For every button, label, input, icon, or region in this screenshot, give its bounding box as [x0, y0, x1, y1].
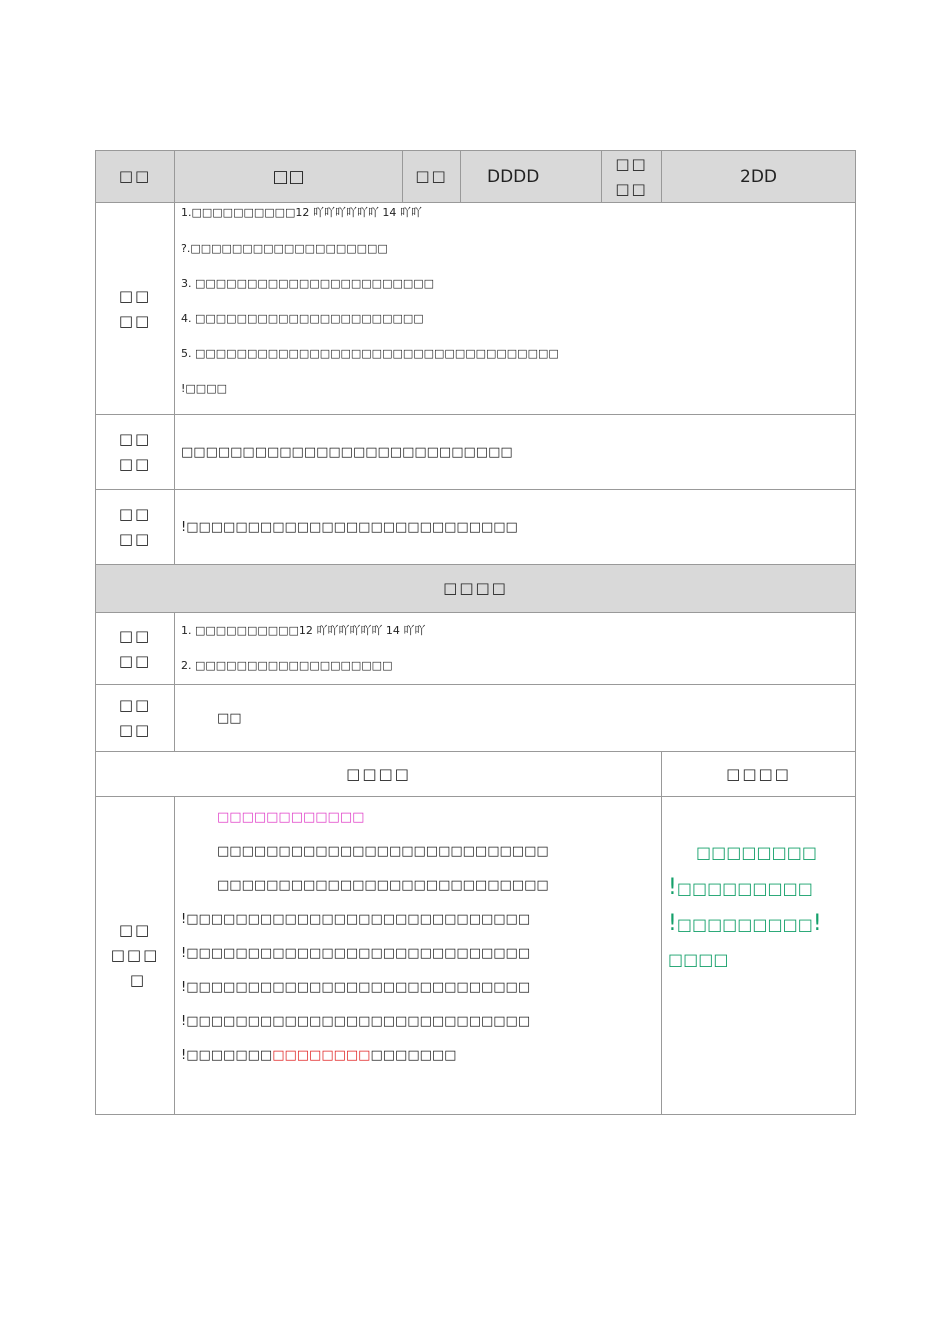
section1-item: !□□□□	[181, 382, 227, 395]
notes-line2	[668, 870, 849, 906]
section4-label-line1: □□	[118, 626, 152, 645]
section3-row	[96, 490, 856, 565]
process-label-line1: □□	[118, 921, 152, 939]
process-last-before: !□□□□□□□	[181, 1048, 273, 1063]
process-content	[175, 797, 662, 1115]
process-heading: □□□□□□□□□□□□	[217, 810, 365, 825]
header-value-b: DDDD	[461, 151, 602, 203]
notes-line3-text: □□□□□□□□□	[676, 915, 813, 934]
columns-row	[96, 752, 856, 797]
process-line: !□□□□□□□□□□□□□□□□□□□□□□□□□□□□	[181, 912, 531, 927]
section5-label-line1: □□	[118, 696, 152, 714]
section4-content	[175, 613, 856, 685]
process-last-line	[175, 1041, 661, 1075]
notes-line4: □□□□	[668, 950, 729, 969]
section2-label	[96, 415, 175, 490]
section3-label	[96, 490, 175, 565]
banner-title: □□□□	[96, 565, 856, 613]
section1-label	[96, 203, 175, 415]
header-value-a: □□	[175, 151, 403, 203]
process-line: !□□□□□□□□□□□□□□□□□□□□□□□□□□□□	[181, 980, 531, 995]
section3-text: !□□□□□□□□□□□□□□□□□□□□□□□□□□□	[175, 490, 856, 565]
section1-content	[175, 203, 856, 415]
section1-item: ?.□□□□□□□□□□□□□□□□□□□	[181, 242, 388, 255]
section1-item: 1.□□□□□□□□□□12 吖吖吖吖吖吖 14 吖吖	[181, 206, 422, 219]
notes-line2-text: □□□□□□□□□	[676, 879, 813, 898]
section2-label-line2: □□	[118, 455, 152, 473]
section5-label-line2: □□	[118, 721, 152, 739]
process-line: □□□□□□□□□□□□□□□□□□□□□□□□□□□	[217, 878, 549, 893]
process-row	[96, 797, 856, 1115]
section1-item: 3. □□□□□□□□□□□□□□□□□□□□□□□	[181, 277, 435, 290]
process-label-line2: □□□	[110, 946, 160, 964]
process-line: !□□□□□□□□□□□□□□□□□□□□□□□□□□□□	[181, 946, 531, 961]
process-last-after: □□□□□□□	[370, 1048, 457, 1063]
column-left-header: □□□□	[96, 752, 662, 797]
notes-line3	[668, 906, 849, 942]
section2-text: □□□□□□□□□□□□□□□□□□□□□□□□□□□	[175, 415, 856, 490]
header-label-c-line2: □□	[615, 179, 648, 198]
section1-item: 4. □□□□□□□□□□□□□□□□□□□□□□	[181, 312, 424, 325]
process-line: !□□□□□□□□□□□□□□□□□□□□□□□□□□□□	[181, 1014, 531, 1029]
header-label-a: □□	[96, 151, 175, 203]
notes-line1: □□□□□□□□	[696, 843, 817, 862]
process-label	[96, 797, 175, 1115]
section3-label-line2: □□	[118, 530, 152, 548]
section5-text: □□	[175, 685, 856, 752]
lesson-plan-document	[95, 150, 855, 1115]
section4-item: 2. □□□□□□□□□□□□□□□□□□□	[181, 659, 393, 672]
section2-label-line1: □□	[118, 430, 152, 448]
section4-label-line2: □□	[118, 651, 152, 670]
section1-label-line1: □□	[118, 286, 152, 305]
lesson-plan-table	[95, 150, 856, 1115]
process-label-line3: □	[129, 971, 147, 989]
section5-label	[96, 685, 175, 752]
section5-row	[96, 685, 856, 752]
section4-item: 1. □□□□□□□□□□12 吖吖吖吖吖吖 14 吖吖	[181, 624, 426, 637]
notes-line3-end: !	[812, 911, 822, 936]
section1-item: 5. □□□□□□□□□□□□□□□□□□□□□□□□□□□□□□□□□□□	[181, 347, 559, 360]
section1-row	[96, 203, 856, 415]
process-last-red: □□□□□□□□	[272, 1048, 371, 1063]
section2-row	[96, 415, 856, 490]
header-value-c: 2DD	[662, 151, 856, 203]
notes-line2-bang: !	[668, 875, 677, 900]
notes-content	[662, 797, 856, 1115]
notes-line3-bang: !	[668, 911, 677, 936]
column-right-header: □□□□	[662, 752, 856, 797]
section3-label-line1: □□	[118, 505, 152, 523]
header-row	[96, 151, 856, 203]
section1-label-line2: □□	[118, 311, 152, 330]
section4-row	[96, 613, 856, 685]
process-line: □□□□□□□□□□□□□□□□□□□□□□□□□□□	[217, 844, 549, 859]
header-label-c	[602, 151, 662, 203]
section4-label	[96, 613, 175, 685]
header-label-c-line1: □□	[615, 154, 648, 173]
header-label-b: □□	[403, 151, 461, 203]
banner-row	[96, 565, 856, 613]
